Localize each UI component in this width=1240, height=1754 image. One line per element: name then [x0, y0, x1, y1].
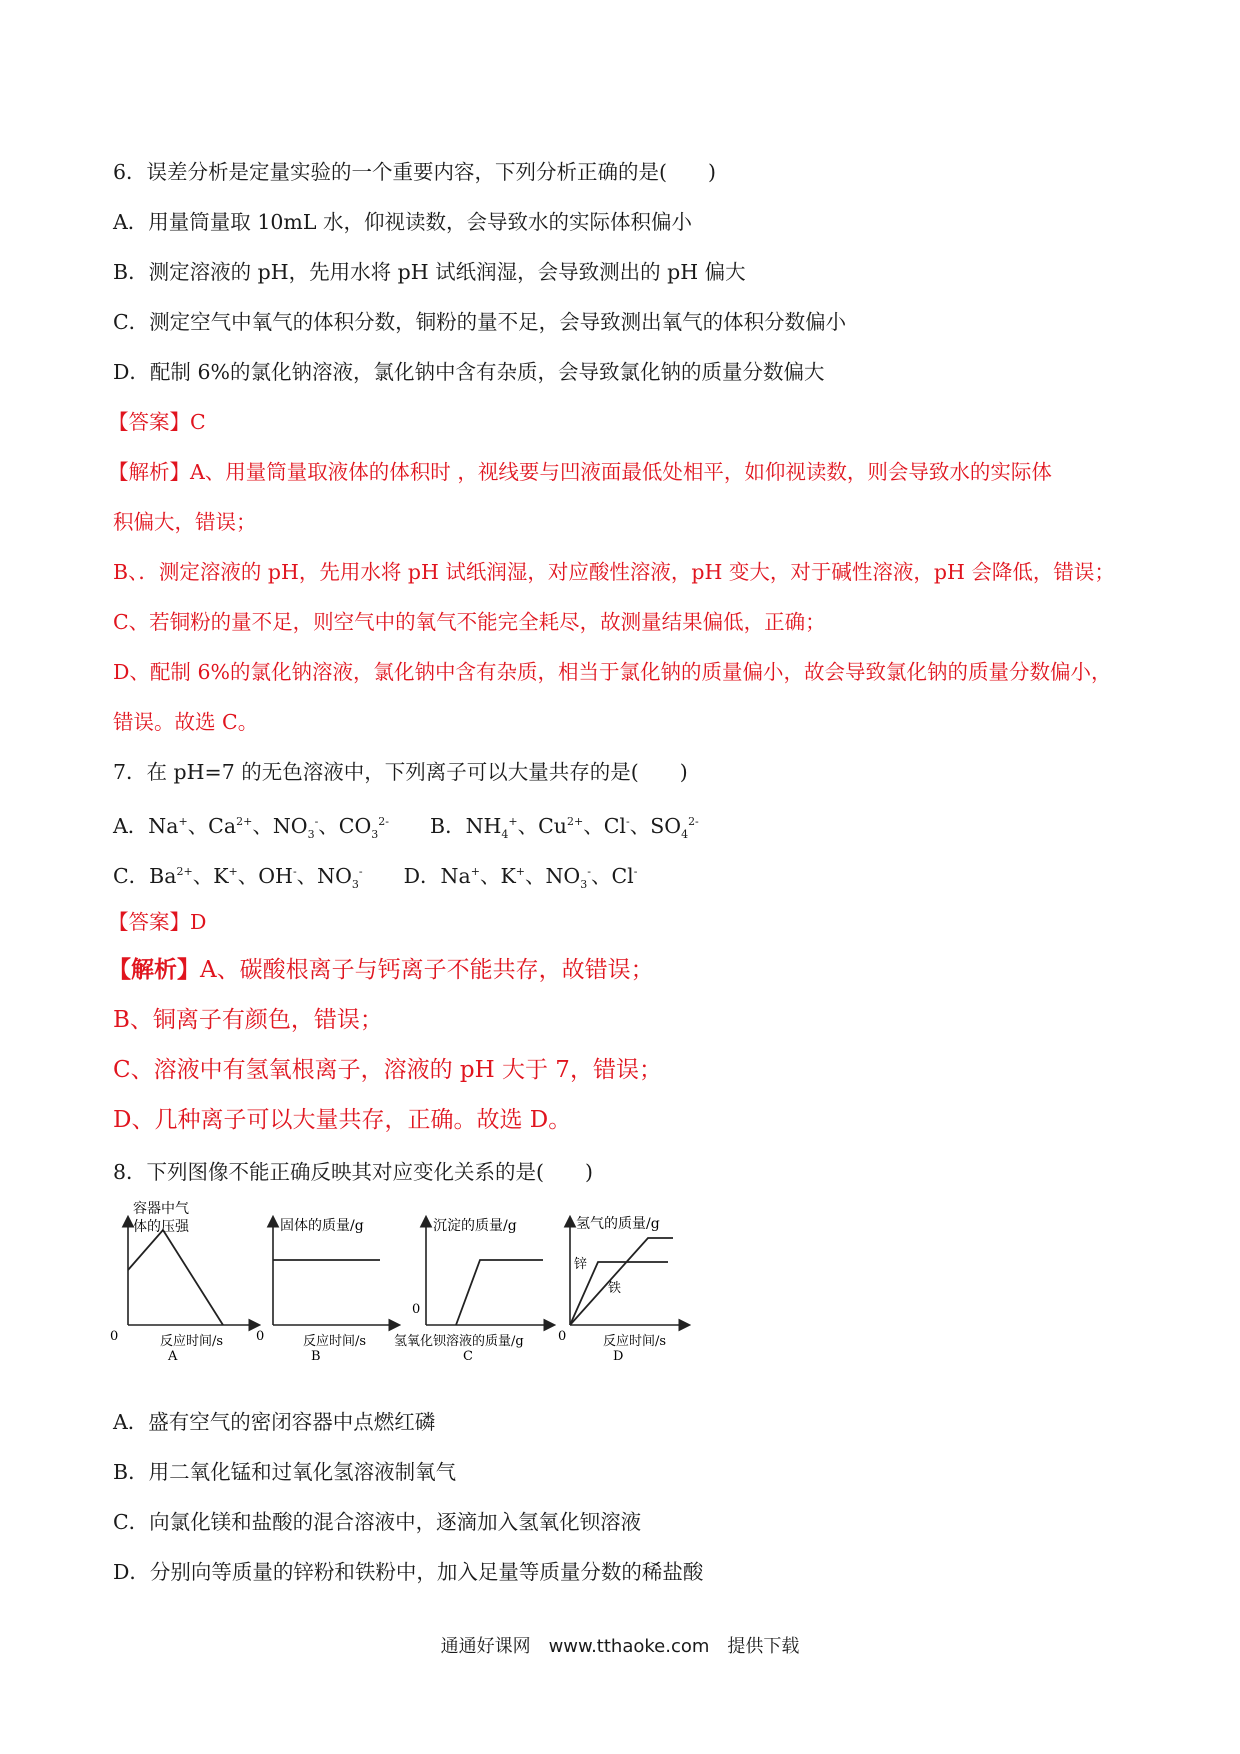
analysis-label: 【解析】: [108, 460, 190, 484]
graph-c: [394, 1218, 553, 1364]
graph-d-origin: 0: [558, 1329, 567, 1344]
question-6-option-d: D．配制 6%的氯化钠溶液，氯化钠中含有杂质，会导致氯化钠的质量分数偏大: [113, 360, 825, 384]
graph-a-ylabel-2: 体的压强: [133, 1219, 189, 1235]
graph-d-xlabel: 反应时间/s: [603, 1334, 667, 1349]
answer-value: C: [190, 410, 206, 434]
answer-label: 【答案】: [108, 910, 190, 934]
question-6-analysis-3: B、．测定溶液的 pH，先用水将 pH 试纸润湿，对应酸性溶液，pH 变大，对于碱性溶液，pH 会降低，错误；: [113, 560, 1115, 584]
graph-a-origin: 0: [110, 1329, 119, 1344]
question-8-stem: 8．下列图像不能正确反映其对应变化关系的是( ): [113, 1160, 594, 1184]
question-8-option-d: D．分别向等质量的锌粉和铁粉中，加入足量等质量分数的稀盐酸: [113, 1560, 704, 1584]
question-7-analysis-2: B、铜离子有颜色，错误；: [113, 1007, 383, 1033]
analysis-text: A、碳酸根离子与钙离子不能共存，故错误；: [200, 957, 654, 983]
graph-a-xlabel: 反应时间/s: [160, 1334, 224, 1349]
analysis-text: A、用量筒量取液体的体积时 ，视线要与凹液面最低处相平，如仰视读数，则会导致水的实际体: [190, 460, 1052, 484]
question-8-option-a: A．盛有空气的密闭容器中点燃红磷: [113, 1410, 436, 1434]
graph-b-letter: B: [311, 1349, 321, 1364]
answer-label: 【答案】: [108, 410, 190, 434]
iron-curve: [570, 1238, 673, 1325]
question-6-answer: [108, 408, 206, 436]
footer-source: 通通好课网 www.tthaoke.com 提供下载: [440, 1636, 800, 1657]
question-8-option-c: C．向氯化镁和盐酸的混合溶液中，逐滴加入氢氧化钡溶液: [113, 1510, 642, 1534]
question-8-option-b: B．用二氧化锰和过氧化氢溶液制氧气: [113, 1460, 457, 1484]
question-7-options-ab: A．Na+、$Ca^{2+}$、$NO_3^-$、$CO_3^{2-}$ B．$NH_4^+$、$Cu^{2+}$、Cl-、$SO_4^{2-}$: [113, 813, 699, 841]
question-6-analysis-6: 错误。故选 C。: [113, 710, 259, 734]
graph-d-iron-label: 铁: [608, 1281, 622, 1296]
question-6-option-a: A．用量筒量取 10mL 水，仰视读数，会导致水的实际体积偏小: [113, 210, 692, 234]
graph-a: [110, 1200, 258, 1364]
graph-d-ylabel: 氢气的质量/g: [576, 1216, 660, 1232]
answer-value: D: [190, 910, 207, 934]
question-7-options-cd: C．$Ba^{2+}$、K+、OH-、$NO_3^-$ D．Na+、K+、$NO_3^-$、Cl-: [113, 863, 638, 891]
question-6-option-b: B．测定溶液的 pH，先用水将 pH 试纸润湿，会导致测出的 pH 偏大: [113, 260, 746, 284]
question-7-answer: [108, 908, 206, 936]
graph-c-letter: C: [463, 1349, 473, 1364]
graph-c-xlabel: 氢氧化钡溶液的质量/g: [394, 1334, 524, 1349]
question-6-analysis-5: D、配制 6%的氯化钠溶液，氯化钠中含有杂质，相当于氯化钠的质量偏小，故会导致氯化钠的质量分数偏小，: [113, 660, 1112, 684]
question-6-analysis-2: 积偏大，错误；: [113, 510, 257, 534]
question-7-analysis-3: C、溶液中有氢氧根离子，溶液的 pH 大于 7，错误；: [113, 1057, 662, 1083]
graph-d: [558, 1216, 688, 1364]
pressure-curve: [128, 1230, 223, 1325]
graph-a-letter: A: [168, 1349, 178, 1364]
question-6-analysis-4: C、若铜粉的量不足，则空气中的氧气不能完全耗尽，故测量结果偏低，正确；: [113, 610, 826, 634]
question-6-option-c: C．测定空气中氧气的体积分数，铜粉的量不足，会导致测出氧气的体积分数偏小: [113, 310, 847, 334]
question-8-graphs: [108, 1200, 788, 1385]
analysis-label: 【解析】: [108, 956, 200, 983]
question-7-stem: 7．在 pH=7 的无色溶液中，下列离子可以大量共存的是( ): [113, 760, 688, 784]
question-7-analysis-4: D、几种离子可以大量共存，正确。故选 D。: [113, 1107, 572, 1133]
graph-b-ylabel: 固体的质量/g: [280, 1218, 364, 1234]
graph-a-ylabel-1: 容器中气: [133, 1201, 189, 1217]
question-6-analysis-1: [108, 458, 1052, 486]
graph-b: [256, 1217, 398, 1364]
question-7-analysis-1: [108, 954, 654, 986]
graph-b-origin: 0: [256, 1329, 265, 1344]
precipitate-curve: [456, 1260, 543, 1325]
graph-d-letter: D: [613, 1349, 624, 1364]
graph-b-xlabel: 反应时间/s: [303, 1334, 367, 1349]
question-6-stem: 6．误差分析是定量实验的一个重要内容，下列分析正确的是( ): [113, 160, 717, 184]
graph-d-zinc-label: 锌: [574, 1257, 588, 1272]
graph-c-origin: 0: [412, 1302, 421, 1317]
graph-c-ylabel: 沉淀的质量/g: [433, 1218, 517, 1234]
